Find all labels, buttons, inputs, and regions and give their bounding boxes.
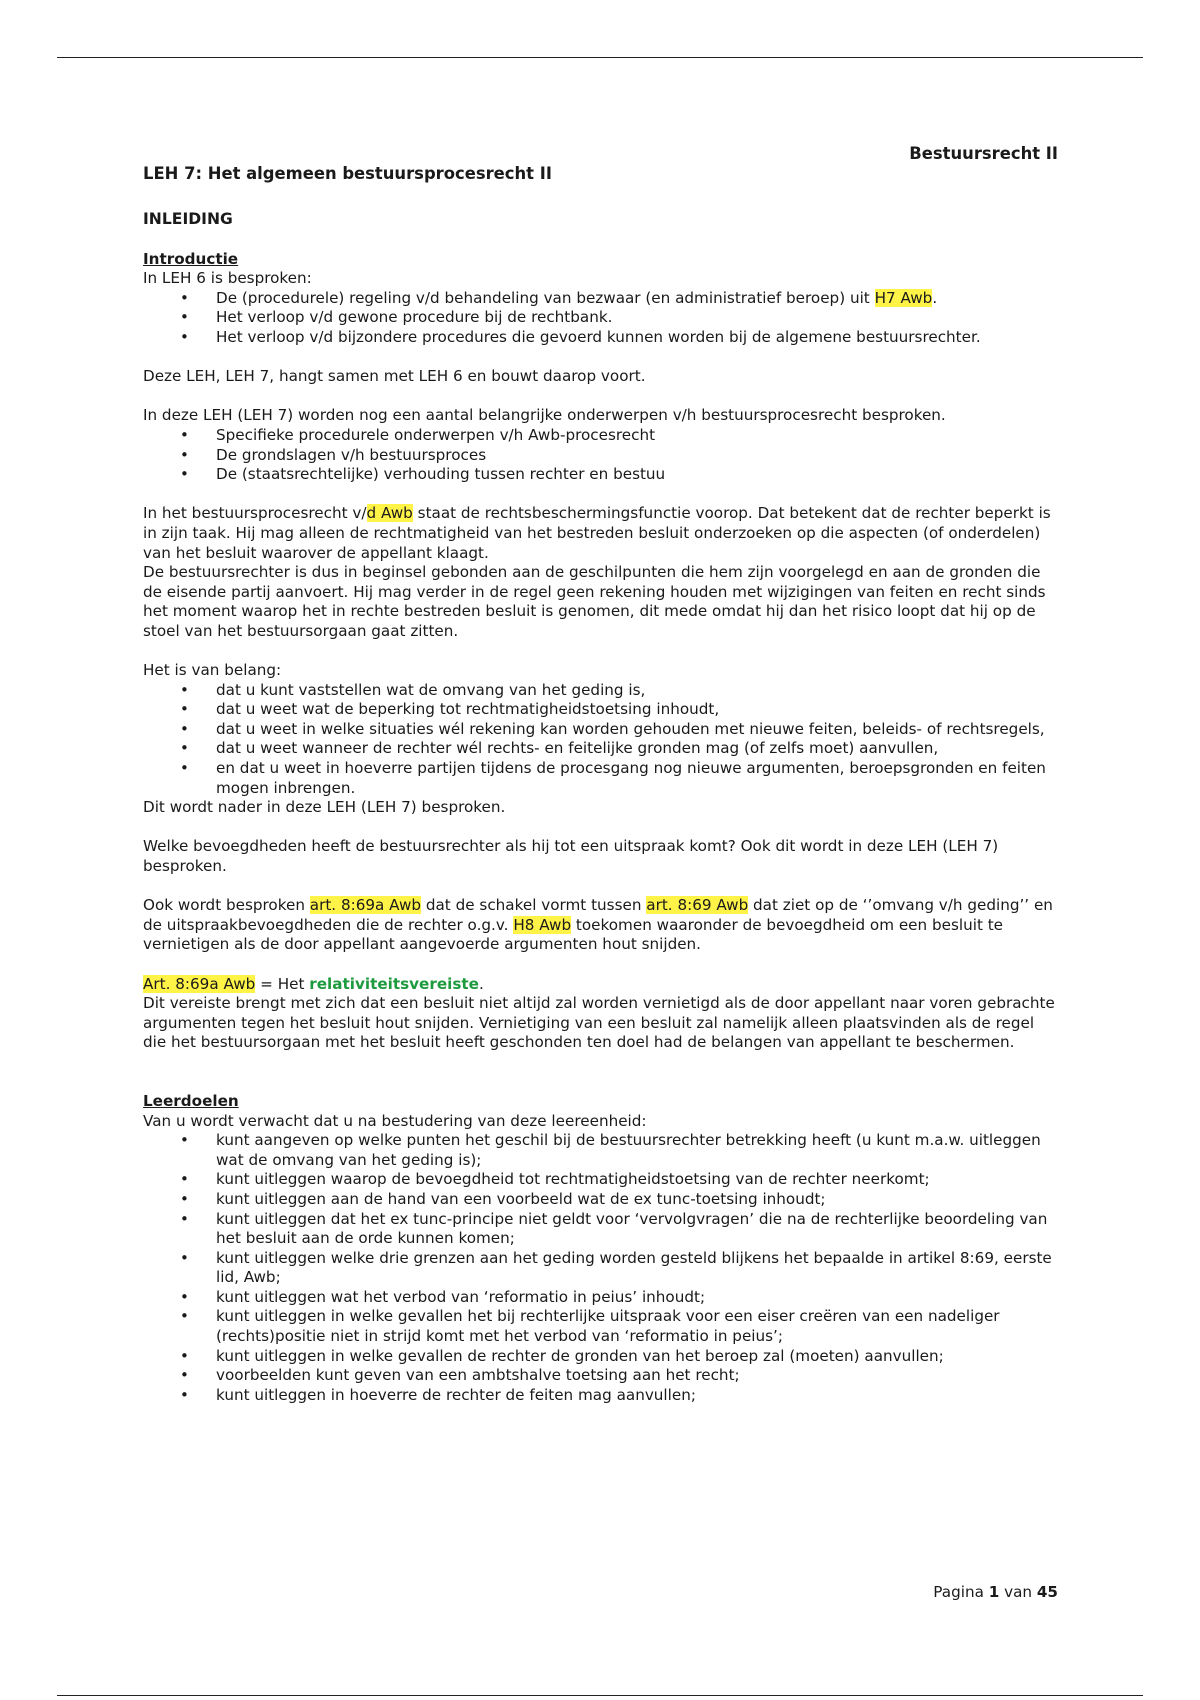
list-item: • Specifieke procedurele onderwerpen v/h Awb-procesrecht bbox=[143, 426, 1058, 446]
topics-list bbox=[143, 426, 1058, 485]
list-item: • De (staatsrechtelijke) verhouding tussen rechter en bestuu bbox=[143, 465, 1058, 485]
list-item: • en dat u weet in hoeverre partijen tijdens de procesgang nog nieuwe argumenten, beroepsgronden en feiten mogen inbrengen. bbox=[143, 759, 1058, 798]
page-sep: van bbox=[1004, 1583, 1033, 1601]
goals-lead: Van u wordt verwacht dat u na bestudering van deze leereenheid: bbox=[143, 1111, 647, 1130]
highlighted-reference: Art. 8:69a Awb bbox=[143, 974, 256, 993]
paragraph: Het is van belang: bbox=[143, 661, 282, 680]
page-number: 1 bbox=[988, 1583, 1000, 1601]
highlighted-reference: art. 8:69a Awb bbox=[309, 896, 422, 915]
list-item: • Het verloop v/d gewone procedure bij de rechtbank. bbox=[143, 308, 1058, 328]
list-item: • dat u weet wat de beperking tot rechtmatigheidstoetsing inhoudt, bbox=[143, 700, 1058, 720]
list-item: • De grondslagen v/h bestuursproces bbox=[143, 446, 1058, 466]
list-item: • dat u weet in welke situaties wél rekening kan worden gehouden met nieuwe feiten, beleids- of rechtsregels, bbox=[143, 720, 1058, 740]
list-item: • kunt uitleggen welke drie grenzen aan het geding worden gesteld blijkens het bepaalde in artikel 8:69, eerste lid, Awb; bbox=[143, 1249, 1058, 1288]
course-title: Bestuursrecht II bbox=[909, 144, 1058, 163]
list-item: • Het verloop v/d bijzondere procedures die gevoerd kunnen worden bij de algemene bestuursrechter. bbox=[143, 328, 1058, 348]
list-item: • kunt uitleggen dat het ex tunc-principe niet geldt voor ‘vervolgvragen’ die na de rechterlijke beoordeling van het besluit aan de orde kunnen komen; bbox=[143, 1210, 1058, 1249]
list-item: • kunt uitleggen in hoeverre de rechter de feiten mag aanvullen; bbox=[143, 1386, 1058, 1406]
list-item: • kunt uitleggen wat het verbod van ‘reformatio in peius’ inhoudt; bbox=[143, 1288, 1058, 1308]
subheading-introductie: Introductie bbox=[143, 249, 239, 268]
list-item: • De (procedurele) regeling v/d behandeling van bezwaar (en administratief beroep) uit H7 Awb. bbox=[143, 289, 1058, 309]
lesson-title: LEH 7: Het algemeen bestuursprocesrecht II bbox=[143, 164, 552, 183]
importance-list bbox=[143, 681, 1058, 799]
list-item: • voorbeelden kunt geven van een ambtshalve toetsing aan het recht; bbox=[143, 1366, 1058, 1386]
highlighted-reference: d Awb bbox=[366, 504, 413, 523]
page-content bbox=[143, 128, 1058, 1405]
goals-list bbox=[143, 1131, 1058, 1405]
list-item: • kunt uitleggen aan de hand van een voorbeeld wat de ex tunc-toetsing inhoudt; bbox=[143, 1190, 1058, 1210]
paragraph: Welke bevoegdheden heeft de bestuursrechter als hij tot een uitspraak komt? Ook dit wordt in deze LEH (LEH 7) besproken. bbox=[143, 837, 999, 875]
page-total: 45 bbox=[1036, 1583, 1058, 1601]
list-item: • kunt uitleggen waarop de bevoegdheid tot rechtmatigheidstoetsing van de rechter neerkomt; bbox=[143, 1170, 1058, 1190]
paragraph: Ook wordt besproken art. 8:69a Awb dat de schakel vormt tussen art. 8:69 Awb dat ziet op de ‘’omvang v/h geding’’ en de uitspraakbevoegdheden die de rechter o.g.v. H8 Awb toekomen waaronder de bevoegdheid om een besluit te vernietigen als de door appellant aangevoerde argumenten hout snijden. bbox=[143, 896, 1053, 954]
highlighted-reference: H8 Awb bbox=[513, 915, 572, 934]
highlighted-reference: art. 8:69 Awb bbox=[646, 896, 749, 915]
bottom-rule bbox=[57, 1695, 1143, 1696]
subheading-leerdoelen: Leerdoelen bbox=[143, 1091, 239, 1110]
list-item: • kunt aangeven op welke punten het geschil bij de bestuursrechter betrekking heeft (u kunt m.a.w. uitleggen wat de omvang van het geding is); bbox=[143, 1131, 1058, 1170]
key-term: relativiteitsvereiste bbox=[309, 974, 479, 993]
list-item: • kunt uitleggen in welke gevallen het bij rechterlijke uitspraak voor een eiser creëren van een nadeliger (rechts)positie niet in strijd komt met het verbod van ‘reformatio in peius’; bbox=[143, 1307, 1058, 1346]
list-item: • dat u kunt vaststellen wat de omvang van het geding is, bbox=[143, 681, 1058, 701]
paragraph: In deze LEH (LEH 7) worden nog een aantal belangrijke onderwerpen v/h bestuursprocesrecht besproken. bbox=[143, 406, 946, 425]
paragraph: Deze LEH, LEH 7, hangt samen met LEH 6 en bouwt daarop voort. bbox=[143, 367, 646, 386]
section-title: INLEIDING bbox=[143, 210, 233, 228]
page-footer bbox=[933, 1583, 1058, 1601]
highlighted-reference: H7 Awb bbox=[874, 288, 933, 307]
list-item: • kunt uitleggen in welke gevallen de rechter de gronden van het beroep zal (moeten) aanvullen; bbox=[143, 1347, 1058, 1367]
intro-lead: In LEH 6 is besproken: bbox=[143, 269, 312, 288]
document-header bbox=[143, 128, 1058, 190]
paragraph: Dit wordt nader in deze LEH (LEH 7) besproken. bbox=[143, 798, 506, 817]
page-label: Pagina bbox=[933, 1583, 984, 1601]
paragraph: Dit vereiste brengt met zich dat een besluit niet altijd zal worden vernietigd als de door appellant naar voren gebrachte argumenten tegen het besluit hout snijden. Vernietiging van een besluit zal namelijk alleen plaatsvinden als de regel die het bestuursorgaan met het besluit heeft geschonden ten doel had de belangen van appellant te beschermen. bbox=[143, 994, 1055, 1052]
paragraph: Art. 8:69a Awb = Het relativiteitsvereiste. bbox=[143, 974, 484, 993]
intro-list bbox=[143, 289, 1058, 348]
top-rule bbox=[57, 57, 1143, 58]
paragraph: De bestuursrechter is dus in beginsel gebonden aan de geschilpunten die hem zijn voorgelegd en aan de gronden die de eisende partij aanvoert. Hij mag verder in de regel geen rekening houden met wijzigingen van feiten en recht sinds het moment waarop het in rechte bestreden besluit is genomen, dit mede omdat hij dan het risico loopt dat hij op de stoel van het bestuursorgaan gaat zitten. bbox=[143, 563, 1046, 640]
paragraph: In het bestuursprocesrecht v/d Awb staat de rechtsbeschermingsfunctie voorop. Dat betekent dat de rechter beperkt is in zijn taak. Hij mag alleen de rechtmatigheid van het bestreden besluit onderzoeken op die aspecten (of onderdelen) van het besluit waarover de appellant klaagt. bbox=[143, 504, 1051, 562]
list-item: • dat u weet wanneer de rechter wél rechts- en feitelijke gronden mag (of zelfs moet) aanvullen, bbox=[143, 739, 1058, 759]
